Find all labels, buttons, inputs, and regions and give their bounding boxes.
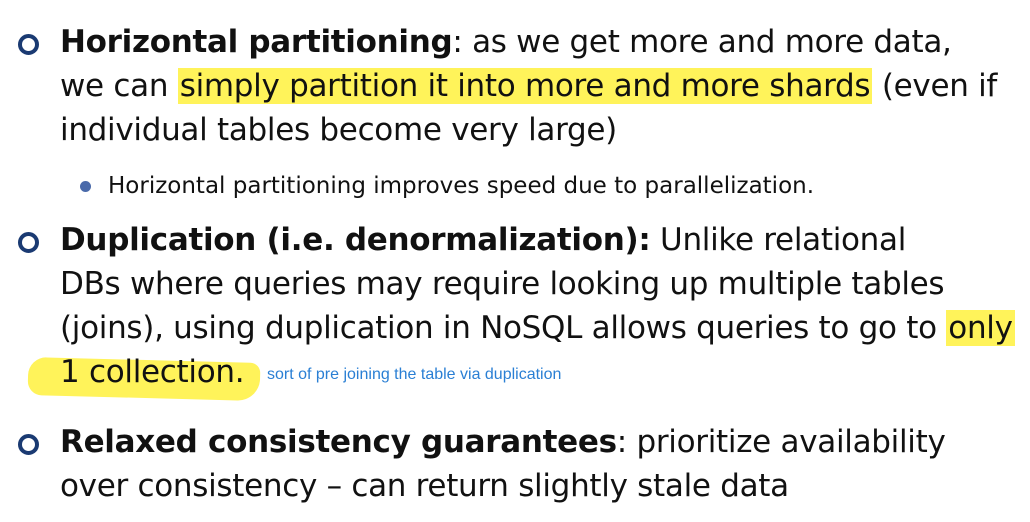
bullet-horizontal-partitioning [60,20,1010,152]
bullet-title: Horizontal partitioning [60,24,453,60]
bullet-line: individual tables become very large) [60,112,617,148]
bullet-line: over consistency – can return slightly stale data [60,468,789,504]
bullet-line: DBs where queries may require looking up multiple tables [60,266,945,302]
bullet-duplication [60,218,1025,394]
bullet-title: Relaxed consistency guarantees [60,424,617,460]
sub-bullet-parallelization [108,168,814,204]
bullet-title: Duplication (i.e. denormalization): [60,222,651,258]
filled-dot-bullet-icon [80,181,91,192]
bullet-relaxed-consistency [60,420,1010,508]
bullet-line: Horizontal partitioning: as we get more and more data, [60,24,952,60]
sub-bullet-text: Horizontal partitioning improves speed due to parallelization. [108,173,815,199]
hollow-circle-bullet-icon [18,232,39,253]
bullet-line: Duplication (i.e. denormalization): Unlike relational [60,222,907,258]
bullet-line: Relaxed consistency guarantees: prioritize availability [60,424,946,460]
highlighted-text: only [948,310,1013,346]
hollow-circle-bullet-icon [18,434,39,455]
bullet-line: (joins), using duplication in NoSQL allows queries to go to only [60,310,1013,346]
highlighted-text: simply partition it into more and more shards [179,68,871,104]
bullet-line: 1 collection. [60,354,245,390]
bullet-line: we can simply partition it into more and more shards (even if [60,68,998,104]
hollow-circle-bullet-icon [18,34,39,55]
handwritten-annotation: sort of pre joining the table via duplication [267,366,562,383]
